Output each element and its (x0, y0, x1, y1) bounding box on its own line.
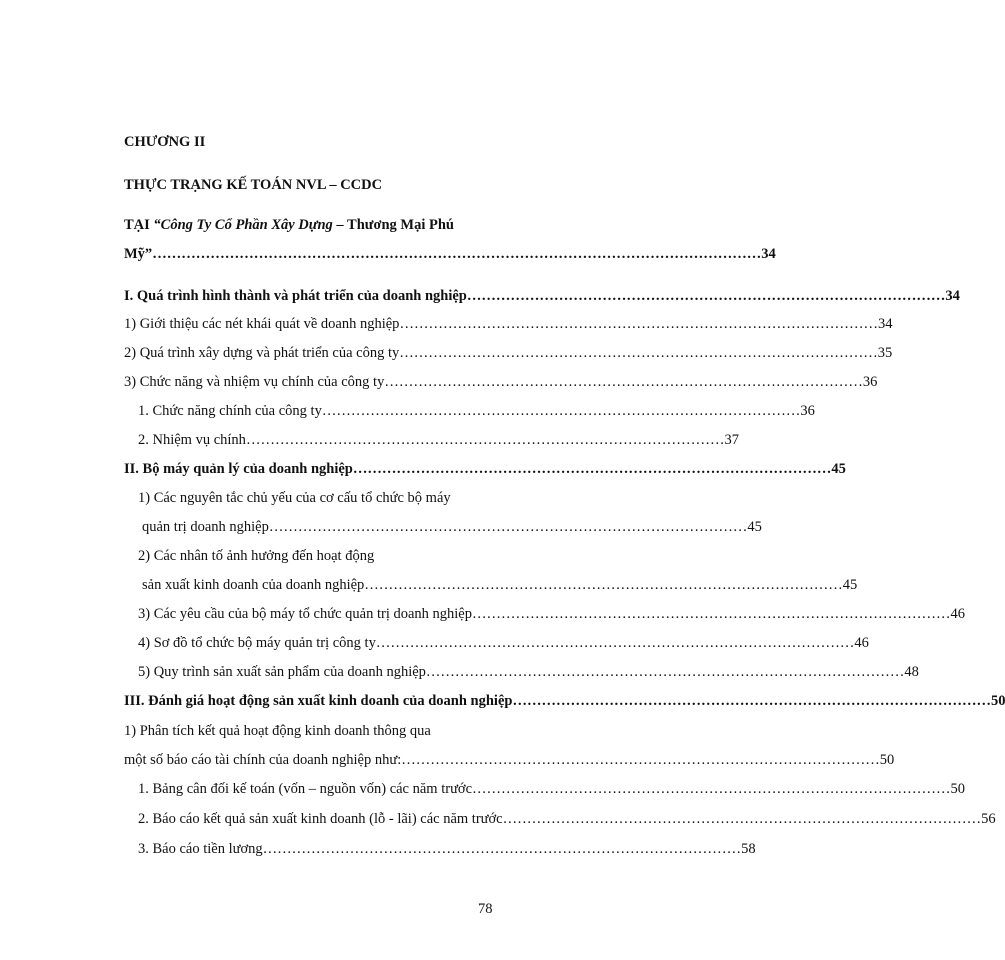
toc-entry-page: 46 (950, 606, 965, 622)
toc-entry (142, 576, 858, 594)
toc-entry-page: 37 (724, 432, 739, 448)
toc-entry-page: 46 (854, 635, 869, 651)
toc-section-1 (124, 287, 960, 305)
toc-entry-subtitle (124, 245, 776, 263)
toc-entry-text: 2) Quá trình xây dựng và phát triển của công ty (124, 345, 400, 361)
chapter-title: THỰC TRẠNG KẾ TOÁN NVL – CCDC (124, 177, 383, 193)
toc-entry-text: một số báo cáo tài chính của doanh nghiệp như: (124, 752, 402, 768)
toc-entry-line1: 1) Phân tích kết quả hoạt động kinh doanh thông qua (124, 723, 431, 739)
toc-entry (138, 402, 815, 420)
toc-leader-dots: ……………………………………………………………………………………… (245, 432, 725, 448)
subtitle-suffix: – Thương Mại Phú (332, 217, 454, 233)
toc-entry-text: sản xuất kinh doanh của doanh nghiệp (142, 577, 365, 593)
toc-entry-text: 2. Báo cáo kết quả sản xuất kinh doanh (lỗ - lãi) các năm trước (138, 811, 503, 827)
toc-leader-dots: ……………………………………………………………………………………… (512, 693, 991, 709)
toc-section-3 (124, 692, 1005, 710)
toc-leader-dots: ……………………………………………………………………………………… (401, 752, 880, 768)
toc-entry-text: 1) Giới thiệu các nét khái quát về doanh nghiệp (124, 316, 400, 332)
toc-entry-page: 45 (831, 461, 846, 477)
toc-entry (124, 315, 893, 333)
toc-entry-page: 36 (862, 374, 878, 390)
chapter-subtitle (124, 216, 454, 234)
toc-leader-dots: ……………………………………………………………………………………… (425, 664, 905, 680)
toc-entry-page: 45 (747, 519, 762, 535)
toc-entry (124, 344, 893, 362)
toc-leader-dots: ……………………………………………………………………………………… (375, 635, 855, 651)
toc-leader-dots: ……………………………………………………………………………………… (399, 345, 878, 361)
toc-entry (138, 840, 756, 858)
toc-leader-dots: ……………………………………………………………………………………… (321, 403, 801, 419)
toc-leader-dots: ……………………………………………………………………………………… (466, 288, 946, 304)
toc-leader-dots: ……………………………………………………………………………………… (262, 841, 742, 857)
toc-entry-text: 1. Bảng cân đối kế toán (vốn – nguồn vốn) các năm trước (138, 781, 473, 797)
toc-entry-page: 45 (842, 577, 858, 593)
toc-entry (138, 431, 739, 449)
toc-entry-page: 48 (904, 664, 919, 680)
toc-leader-dots: ……………………………………………………………………………………… (399, 316, 878, 332)
toc-entry-text: III. Đánh giá hoạt động sản xuất kinh doanh của doanh nghiệp (124, 693, 513, 709)
toc-entry (138, 605, 965, 623)
toc-entry-text: 3) Các yêu cầu của bộ máy tổ chức quản trị doanh nghiệp (138, 606, 472, 622)
toc-entry-page: 50 (950, 781, 966, 797)
toc-entry-page: 58 (741, 841, 756, 857)
toc-entry (142, 518, 762, 536)
toc-entry (138, 810, 996, 828)
toc-entry-text: 3. Báo cáo tiền lương (138, 841, 263, 857)
toc-entry (138, 780, 966, 798)
toc-entry-page: 56 (981, 811, 996, 827)
page-number: 78 (478, 901, 493, 917)
toc-entry-text: quản trị doanh nghiệp (142, 519, 269, 535)
toc-entry-page: 34 (945, 288, 960, 304)
toc-entry-line1: 1) Các nguyên tắc chủ yếu của cơ cấu tổ chức bộ máy (138, 490, 451, 506)
toc-leader-dots: ……………………………………………………………………………………… (384, 374, 863, 390)
toc-leader-dots: ……………………………………………………………………………………… (502, 811, 982, 827)
toc-leader-dots: ……………………………………………………………………………………… (472, 781, 951, 797)
toc-entry (124, 751, 895, 769)
toc-leader-dots: ……………………………………………………………………………………… (364, 577, 843, 593)
toc-entry (138, 663, 919, 681)
toc-entry-page: 35 (877, 345, 893, 361)
toc-entry-text: 4) Sơ đồ tổ chức bộ máy quản trị công ty (138, 635, 376, 651)
toc-entry-page: 36 (800, 403, 815, 419)
toc-entry-text: II. Bộ máy quản lý của doanh nghiệp (124, 461, 353, 477)
toc-entry-text: 2. Nhiệm vụ chính (138, 432, 246, 448)
toc-leader-dots: ……………………………………………………………………………………… (472, 606, 951, 622)
toc-entry-text: 5) Quy trình sản xuất sản phẩm của doanh nghiệp (138, 664, 426, 680)
toc-entry-page: 50 (990, 693, 1005, 709)
toc-entry (138, 634, 869, 652)
toc-entry-text: 1. Chức năng chính của công ty (138, 403, 322, 419)
toc-entry-page: 34 (761, 246, 776, 262)
toc-entry-page: 34 (877, 316, 893, 332)
toc-section-2 (124, 460, 846, 478)
toc-entry-page: 50 (879, 752, 895, 768)
toc-entry-text: I. Quá trình hình thành và phát triển của doanh nghiệp (124, 288, 467, 304)
subtitle-company-italic: “Công Ty Cổ Phần Xây Dựng (153, 217, 333, 233)
chapter-heading: CHƯƠNG II (124, 134, 206, 150)
toc-entry-text: Mỹ” (124, 246, 153, 262)
toc-entry (124, 373, 878, 391)
toc-leader-dots: ……………………………………………………………………………………… (268, 519, 748, 535)
toc-leader-dots: ……………………………………………………………………………………………………………… (152, 246, 762, 262)
toc-entry-text: 3) Chức năng và nhiệm vụ chính của công ty (124, 374, 385, 390)
toc-entry-line1: 2) Các nhân tố ảnh hưởng đến hoạt động (138, 548, 375, 564)
toc-leader-dots: ……………………………………………………………………………………… (352, 461, 832, 477)
subtitle-prefix: TẠI (124, 217, 154, 233)
